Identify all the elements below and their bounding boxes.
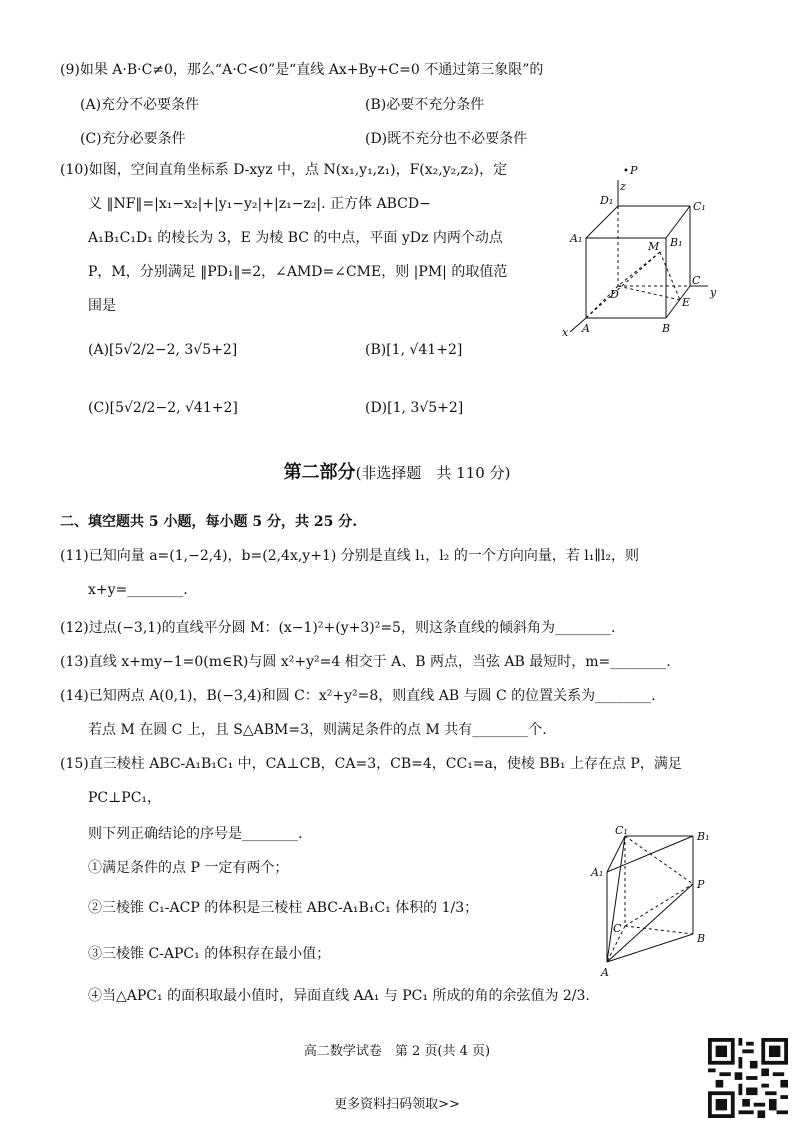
prism-figure — [585, 822, 725, 982]
q15-statement-2: ②三棱锥 C₁-ACP 的体积是三棱柱 ABC-A₁B₁C₁ 体积的 1/3； — [88, 900, 479, 916]
point-p-dot — [625, 169, 628, 172]
part2-title — [0, 458, 794, 484]
cube-figure — [560, 160, 720, 340]
label-b1: B₁ — [670, 236, 683, 249]
q9-option-c: (C)充分必要条件 — [80, 131, 186, 147]
label-y: y — [710, 286, 717, 299]
q15-line1: (15)直三棱柱 ABC-A₁B₁C₁ 中，CA⊥CB，CA=3，CB=4，CC₁=a，使棱 BB₁ 上存在点 P，满足 — [60, 756, 682, 772]
q14-line2: 若点 M 在圆 C 上，且 S△ABM=3，则满足条件的点 M 共有________个. — [88, 722, 547, 738]
label-b: B — [662, 322, 671, 335]
label-z: z — [620, 180, 626, 193]
q9-option-d: (D)既不充分也不必要条件 — [365, 131, 528, 147]
label-a1: A₁ — [570, 232, 583, 245]
part2-title-main: 第二部分 — [283, 462, 356, 483]
q15-statement-1: ①满足条件的点 P 一定有两个； — [88, 860, 289, 876]
label-p: P — [630, 164, 638, 177]
label-m: M — [648, 240, 660, 253]
label-b1: B₁ — [697, 830, 710, 843]
q9-stem: (9)如果 A·B·C≠0，那么“A·C<0”是“直线 Ax+By+C=0 不通过第三象限”的 — [60, 62, 544, 78]
q14-line1: (14)已知两点 A(0,1)，B(−3,4)和圆 C：x²+y²=8，则直线 AB 与圆 C 的位置关系为________. — [60, 688, 656, 704]
section2-heading: 二、填空题共 5 小题，每小题 5 分，共 25 分. — [60, 514, 358, 530]
label-d1: D₁ — [600, 194, 614, 207]
label-a1: A₁ — [591, 866, 604, 879]
qr-code[interactable] — [708, 1038, 788, 1118]
label-c1: C₁ — [615, 824, 628, 837]
q15-line3: 则下列正确结论的序号是________. — [88, 826, 303, 842]
q15-statement-4: ④当△APC₁ 的面积取最小值时，异面直线 AA₁ 与 PC₁ 所成的角的余弦值为 2/3. — [88, 988, 590, 1004]
q10-line2: 义 ‖NF‖=|x₁−x₂|+|y₁−y₂|+|z₁−z₂|. 正方体 ABCD− — [88, 196, 431, 212]
q10-line5: 围是 — [88, 298, 116, 314]
q10-option-c: (C)[5√2/2−2, √41+2] — [88, 400, 238, 416]
label-a: A — [601, 966, 609, 979]
q10-line1: (10)如图，空间直角坐标系 D-xyz 中，点 N(x₁,y₁,z₁)，F(x₂,y₂,z₂)，定 — [60, 162, 508, 178]
label-c: C — [613, 922, 622, 935]
q10-option-d: (D)[1, 3√5+2] — [365, 400, 464, 416]
q10-line3: A₁B₁C₁D₁ 的棱长为 3，E 为棱 BC 的中点，平面 yDz 内两个动点 — [88, 230, 503, 246]
qr-prompt: 更多资料扫码领取>> — [334, 1097, 460, 1112]
q12: (12)过点(−3,1)的直线平分圆 M：(x−1)²+(y+3)²=5，则这条直线的倾斜角为________. — [60, 620, 616, 636]
q9-option-b: (B)必要不充分条件 — [365, 97, 485, 113]
q10-option-a: (A)[5√2/2−2, 3√5+2] — [88, 342, 238, 358]
label-b: B — [697, 932, 706, 945]
q11-line2: x+y=________. — [88, 582, 188, 598]
label-c1: C₁ — [693, 200, 706, 213]
label-p: P — [697, 878, 705, 891]
label-d: D — [610, 288, 619, 301]
page-footer: 高二数学试卷 第 2 页(共 4 页) — [303, 1044, 491, 1059]
label-c: C — [692, 274, 701, 287]
q11-line1: (11)已知向量 a=(1,−2,4)，b=(2,4x,y+1) 分别是直线 l₁，l₂ 的一个方向向量，若 l₁∥l₂，则 — [60, 548, 639, 564]
q9-option-a: (A)充分不必要条件 — [80, 97, 200, 113]
label-a: A — [582, 322, 590, 335]
label-e: E — [682, 296, 691, 309]
q15-line2: PC⊥PC₁， — [88, 790, 162, 806]
q10-option-b: (B)[1, √41+2] — [365, 342, 463, 358]
q13: (13)直线 x+my−1=0(m∈R)与圆 x²+y²=4 相交于 A、B 两点，当弦 AB 最短时，m=________. — [60, 654, 671, 670]
q10-line4: P，M，分别满足 ‖PD₁‖=2，∠AMD=∠CME，则 |PM| 的取值范 — [88, 264, 508, 280]
label-x: x — [562, 326, 569, 339]
q15-statement-3: ③三棱锥 C-APC₁ 的体积存在最小值； — [88, 946, 331, 962]
part2-subtitle: (非选择题 共 110 分) — [355, 464, 511, 482]
